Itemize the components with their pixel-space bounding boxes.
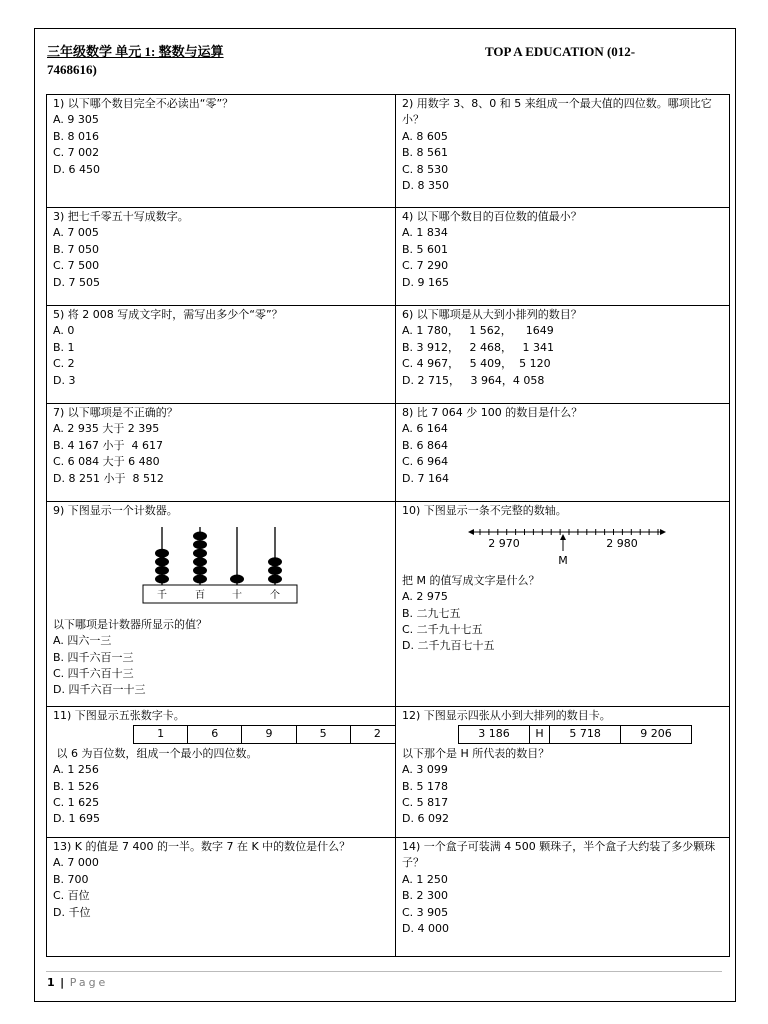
abacus-diagram xyxy=(141,525,301,607)
option-c: C. 4 967， 5 409， 5 120 xyxy=(402,357,551,371)
question-1 xyxy=(47,95,396,208)
option-d: D. 四千六百一十三 xyxy=(53,683,146,697)
option-c: C. 6 084 大于 6 480 xyxy=(53,455,160,469)
abacus-bead xyxy=(193,575,207,584)
number-card: 5 718 xyxy=(550,726,621,743)
question-2 xyxy=(396,95,730,208)
option-b: B. 2 300 xyxy=(402,889,449,903)
option-c: C. 四千六百十三 xyxy=(53,667,134,681)
option-c: C. 7 002 xyxy=(53,146,100,160)
abacus-label-tens: 十 xyxy=(232,590,242,602)
option-b: B. 6 864 xyxy=(402,438,449,452)
question-text: 4) 以下哪个数目的百位数的值最小？ xyxy=(402,210,582,223)
page-number: 1 xyxy=(47,976,56,989)
option-d: D. 千位 xyxy=(53,905,91,919)
question-11 xyxy=(47,707,396,838)
question-text: 14) 一个盒子可装满 4 500 颗珠子，半个盒子大约装了多少颗珠子？ xyxy=(402,840,716,870)
abacus-bead xyxy=(193,549,207,558)
option-b: B. 5 601 xyxy=(402,242,449,256)
option-c: C. 7 500 xyxy=(53,259,100,273)
footer-divider xyxy=(46,971,722,972)
question-text: 8) 比 7 064 少 100 的数目是什么？ xyxy=(402,406,583,419)
option-d: D. 4 000 xyxy=(402,922,449,936)
number-card: H xyxy=(529,726,549,743)
arrow-up-icon xyxy=(560,534,566,540)
option-c: C. 百位 xyxy=(53,889,90,903)
question-13 xyxy=(47,838,396,957)
question-text: 1) 以下哪个数目完全不必读出“零”？ xyxy=(53,97,234,110)
option-a: A. 2 975 xyxy=(402,590,448,604)
option-a: A. 6 164 xyxy=(402,422,448,436)
option-b: B. 8 016 xyxy=(53,129,100,143)
option-a: A. 0 xyxy=(53,324,75,338)
number-line-end-label: 2 980 xyxy=(606,537,638,551)
arrow-right-icon xyxy=(660,529,666,535)
number-card: 5 xyxy=(296,726,350,743)
option-b: B. 四千六百一三 xyxy=(53,650,134,664)
option-a: A. 1 250 xyxy=(402,872,448,886)
abacus-label-ones: 个 xyxy=(270,590,280,602)
page-header xyxy=(47,44,727,77)
option-b: B. 8 561 xyxy=(402,146,449,160)
question-text: 7) 以下哪项是不正确的？ xyxy=(53,406,178,419)
number-card: 1 xyxy=(134,726,188,743)
question-text: 3) 把七千零五十写成数字。 xyxy=(53,210,189,223)
option-a: A. 9 305 xyxy=(53,113,99,127)
question-text: 12) 下图显示四张从小到大排列的数目卡。 xyxy=(402,709,611,722)
marker-label: M xyxy=(558,554,568,568)
header-title: 三年级数学 单元 1: 整数与运算 xyxy=(47,44,224,59)
header-org: TOP A EDUCATION (012- xyxy=(485,44,636,59)
option-a: A. 1 256 xyxy=(53,763,99,777)
question-text: 2) 用数字 3、8、0 和 5 来组成一个最大值的四位数。哪项比它小？ xyxy=(402,97,712,127)
number-cards xyxy=(458,725,692,743)
page-label: Page xyxy=(69,976,109,989)
footer-separator: | xyxy=(60,976,66,989)
question-7 xyxy=(47,404,396,502)
question-subtext: 把 M 的值写成文字是什么？ xyxy=(402,573,540,587)
question-text: 9) 下图显示一个计数器。 xyxy=(53,504,178,517)
question-text: 5) 将 2 008 写成文字时，需写出多少个“零”？ xyxy=(53,308,283,321)
option-a: A. 2 935 大于 2 395 xyxy=(53,422,160,436)
option-d: D. 9 165 xyxy=(402,275,449,289)
arrow-left-icon xyxy=(468,529,474,535)
abacus-bead xyxy=(155,549,169,558)
number-line-diagram xyxy=(468,523,668,567)
option-d: D. 3 xyxy=(53,373,76,387)
option-c: C. 3 905 xyxy=(402,905,449,919)
question-8 xyxy=(396,404,730,502)
option-b: B. 3 912， 2 468， 1 341 xyxy=(402,340,554,354)
option-a: A. 7 000 xyxy=(53,856,99,870)
option-a: A. 1 834 xyxy=(402,226,448,240)
option-c: C. 5 817 xyxy=(402,796,449,810)
number-card: 3 186 xyxy=(459,726,530,743)
question-subtext: 以 6 为百位数，组成一个最小的四位数。 xyxy=(53,746,258,760)
number-line-ticks xyxy=(480,529,658,535)
abacus-label-thousands: 千 xyxy=(157,590,167,602)
question-9 xyxy=(47,502,396,707)
option-c: C. 6 964 xyxy=(402,455,449,469)
number-card: 2 xyxy=(350,726,395,743)
question-text: 11) 下图显示五张数字卡。 xyxy=(53,709,185,722)
question-5 xyxy=(47,306,396,404)
option-c: C. 8 530 xyxy=(402,162,449,176)
question-text: 10) 下图显示一条不完整的数轴。 xyxy=(402,504,567,517)
header-phone-cont: 7468616) xyxy=(47,62,97,77)
abacus-bead xyxy=(193,558,207,567)
option-d: D. 7 164 xyxy=(402,471,449,485)
question-12 xyxy=(396,707,730,838)
abacus-bead xyxy=(268,566,282,575)
option-d: D. 6 092 xyxy=(402,812,449,826)
option-c: C. 2 xyxy=(53,357,75,371)
number-cards xyxy=(133,725,396,743)
abacus-label-hundreds: 百 xyxy=(195,590,205,602)
option-d: D. 8 251 小于 8 512 xyxy=(53,471,164,485)
question-subtext: 以下哪项是计数器所显示的值？ xyxy=(53,617,207,631)
abacus-bead xyxy=(230,575,244,584)
question-text: 6) 以下哪项是从大到小排列的数目？ xyxy=(402,308,582,321)
option-d: D. 1 695 xyxy=(53,812,100,826)
option-a: A. 1 780， 1 562， 1649 xyxy=(402,324,554,338)
question-text: 13) K 的值是 7 400 的一半。数字 7 在 K 中的数位是什么？ xyxy=(53,840,351,853)
option-d: D. 8 350 xyxy=(402,179,449,193)
question-10 xyxy=(396,502,730,707)
option-a: A. 8 605 xyxy=(402,129,448,143)
abacus-bead xyxy=(155,575,169,584)
question-3 xyxy=(47,208,396,306)
abacus-bead xyxy=(155,558,169,567)
option-d: D. 二千九百七十五 xyxy=(402,639,495,653)
option-a: A. 四六一三 xyxy=(53,634,112,648)
number-card: 6 xyxy=(188,726,242,743)
option-a: A. 7 005 xyxy=(53,226,99,240)
option-b: B. 二九七五 xyxy=(402,606,461,620)
option-d: D. 6 450 xyxy=(53,162,100,176)
abacus-bead xyxy=(193,566,207,575)
abacus-bead xyxy=(268,558,282,567)
question-4 xyxy=(396,208,730,306)
option-d: D. 7 505 xyxy=(53,275,100,289)
abacus-bead xyxy=(193,532,207,541)
question-subtext: 以下那个是 H 所代表的数目？ xyxy=(402,746,550,760)
page-footer xyxy=(47,976,108,989)
option-b: B. 5 178 xyxy=(402,779,449,793)
number-card: 9 206 xyxy=(621,726,692,743)
option-b: B. 1 xyxy=(53,340,75,354)
option-b: B. 7 050 xyxy=(53,242,100,256)
question-6 xyxy=(396,306,730,404)
abacus-bead xyxy=(155,566,169,575)
option-a: A. 3 099 xyxy=(402,763,448,777)
number-line-start-label: 2 970 xyxy=(488,537,520,551)
option-c: C. 7 290 xyxy=(402,259,449,273)
option-c: C. 二千九十七五 xyxy=(402,623,483,637)
option-c: C. 1 625 xyxy=(53,796,100,810)
option-b: B. 1 526 xyxy=(53,779,100,793)
question-grid xyxy=(46,94,730,957)
option-b: B. 4 167 小于 4 617 xyxy=(53,438,164,452)
option-d: D. 2 715， 3 964，4 058 xyxy=(402,373,545,387)
question-14 xyxy=(396,838,730,957)
abacus-bead xyxy=(193,541,207,550)
option-b: B. 700 xyxy=(53,872,89,886)
abacus-bead xyxy=(268,575,282,584)
number-card: 9 xyxy=(242,726,296,743)
